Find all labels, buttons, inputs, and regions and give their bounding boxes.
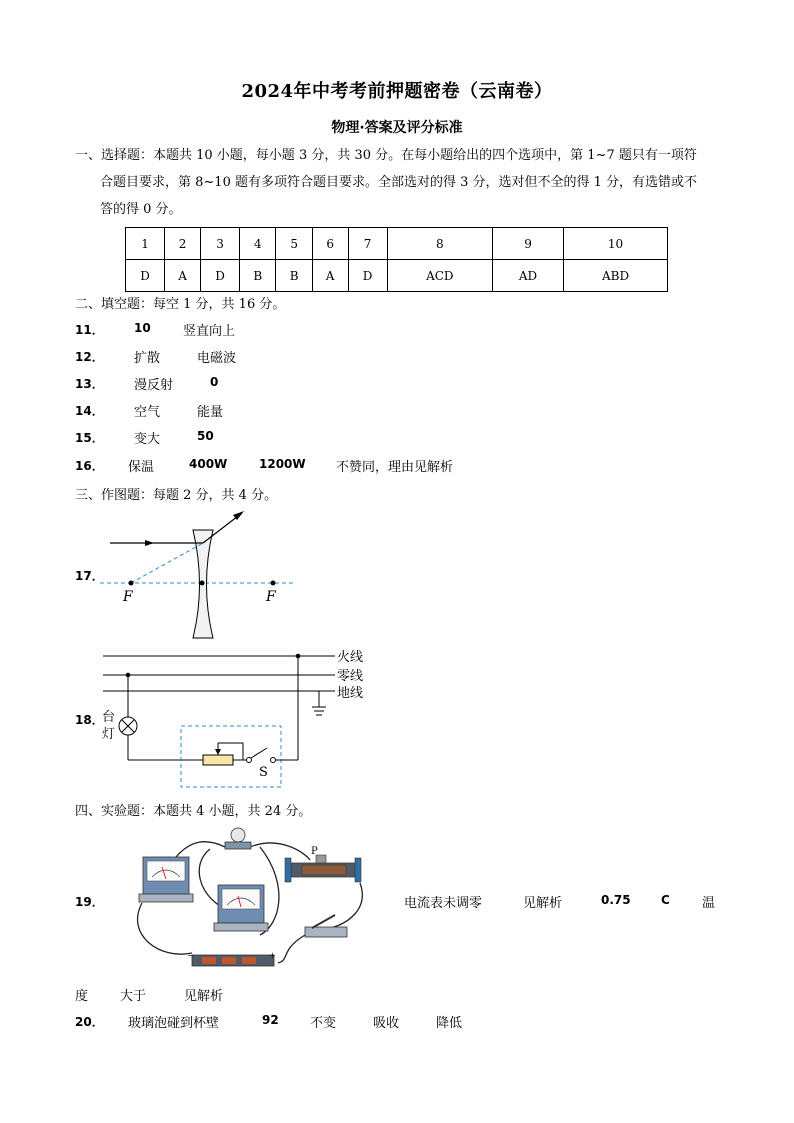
rheostat-label: P (311, 846, 318, 857)
table-cell: ACD (387, 260, 492, 292)
table-cell: 5 (276, 228, 312, 260)
q17-number: 17． (75, 569, 104, 583)
q20-answer-2: 92 (262, 1013, 279, 1027)
table-cell: 4 (240, 228, 276, 260)
q11-answer-1: 10 (134, 321, 151, 335)
table-cell: B (276, 260, 312, 292)
q19-answer-5: 温 (702, 896, 716, 911)
table-cell: AD (492, 260, 563, 292)
switch-label: S (259, 765, 268, 780)
table-cell: 10 (564, 228, 668, 260)
switch-contact (271, 758, 276, 763)
focus-point-left (129, 581, 134, 586)
neutral-wire-label: 零线 (337, 669, 364, 684)
q19-answer-6: 大于 (120, 989, 147, 1004)
wire (138, 903, 192, 954)
switch-icon (305, 927, 347, 937)
q18-number: 18． (75, 713, 104, 727)
battery-terminal-plus: + (269, 951, 276, 960)
rheostat-coil (302, 865, 346, 875)
q19-answer-3: 0.75 (601, 893, 631, 907)
rheostat-end (355, 858, 361, 882)
battery-terminal-minus: − (187, 951, 194, 960)
wire (278, 935, 305, 963)
live-wire-label: 火线 (337, 650, 364, 665)
table-cell: D (348, 260, 387, 292)
page-subtitle: 物理·答案及评分标准 (331, 120, 463, 136)
table-cell: 8 (387, 228, 492, 260)
table-cell: 9 (492, 228, 563, 260)
rheostat-end (285, 858, 291, 882)
switch-contact (247, 758, 252, 763)
battery-cell (202, 957, 216, 964)
q19-number: 19． (75, 895, 104, 909)
q19-answer-2: 见解析 (523, 896, 563, 911)
q11-answer-2: 竖直向上 (183, 324, 236, 339)
q15-number: 15． (75, 431, 104, 445)
table-cell: 1 (126, 228, 165, 260)
q20-answer-3: 不变 (310, 1016, 337, 1031)
lens-ray-diagram (90, 505, 310, 645)
q13-answer-1: 漫反射 (134, 378, 174, 393)
q16-number: 16． (75, 459, 104, 473)
switch-lever (312, 915, 335, 928)
answer-table (125, 227, 668, 292)
page-title: 2024年中考考前押题密卷（云南卷） (241, 81, 553, 102)
q15-answer-2: 50 (197, 429, 214, 443)
virtual-extension (131, 543, 203, 583)
rheostat-icon (203, 755, 233, 765)
table-cell: A (312, 260, 348, 292)
table-cell: A (165, 260, 201, 292)
section3-heading: 三、作图题：每题 2 分，共 4 分。 (75, 488, 278, 503)
q11-number: 11． (75, 323, 104, 337)
q20-number: 20． (75, 1015, 104, 1029)
q12-answer-1: 扩散 (134, 351, 161, 366)
q19-answer-5-cont: 度 (75, 989, 89, 1004)
q16-answer-3: 1200W (259, 457, 306, 471)
lamp-label-2: 灯 (102, 727, 116, 742)
switch-icon (251, 748, 267, 758)
section1-line1: 一、选择题：本题共 10 小题，每小题 3 分，共 30 分。在每小题给出的四个选项中，第 1~7 题只有一项符 (75, 148, 697, 163)
table-cell: 6 (312, 228, 348, 260)
q14-number: 14． (75, 404, 104, 418)
q12-answer-2: 电磁波 (197, 351, 237, 366)
focus-label-left: F (123, 589, 133, 605)
ground-wire-label: 地线 (337, 686, 364, 701)
q16-answer-4: 不赞同，理由见解析 (336, 460, 454, 475)
section1-line2: 合题目要求，第 8~10 题有多项符合题目要求。全部选对的得 3 分，选对但不全的得 1 分，有选错或不 (100, 175, 698, 190)
slider-arrow-icon (215, 749, 221, 755)
q16-answer-2: 400W (189, 457, 228, 471)
table-cell: B (240, 260, 276, 292)
table-cell: 3 (200, 228, 239, 260)
q16-answer-1: 保温 (128, 460, 155, 475)
bulb-icon (231, 828, 245, 842)
section1-line3: 答的得 0 分。 (100, 202, 182, 217)
q12-number: 12． (75, 350, 104, 364)
section4-heading: 四、实验题：本题共 4 小题，共 24 分。 (75, 804, 312, 819)
q13-answer-2: 0 (210, 375, 219, 389)
experiment-circuit-illustration (130, 825, 370, 975)
q14-answer-1: 空气 (134, 405, 161, 420)
battery-cell (222, 957, 236, 964)
optical-center (200, 581, 205, 586)
q15-answer-1: 变大 (134, 432, 161, 447)
q19-answer-7: 见解析 (184, 989, 224, 1004)
voltmeter-base (214, 923, 268, 931)
q19-answer-1: 电流表未调零 (404, 896, 483, 911)
table-cell: D (200, 260, 239, 292)
lamp-label-1: 台 (102, 710, 116, 725)
bulb-holder (225, 842, 251, 849)
table-cell: 7 (348, 228, 387, 260)
table-cell: 2 (165, 228, 201, 260)
section2-heading: 二、填空题：每空 1 分，共 16 分。 (75, 297, 286, 312)
arrow-icon (145, 540, 154, 546)
q19-answer-4: C (661, 893, 670, 907)
q13-number: 13． (75, 377, 104, 391)
q20-answer-1: 玻璃泡碰到杯壁 (128, 1016, 220, 1031)
table-cell: D (126, 260, 165, 292)
q14-answer-2: 能量 (197, 405, 224, 420)
table-cell: ABD (564, 260, 668, 292)
focus-label-right: F (266, 589, 276, 605)
focus-point-right (271, 581, 276, 586)
wire (330, 883, 362, 928)
q20-answer-5: 降低 (436, 1016, 463, 1031)
q20-answer-4: 吸收 (373, 1016, 400, 1031)
wire (250, 843, 310, 860)
ammeter-base (139, 894, 193, 902)
answer-table-answer-row (126, 260, 668, 292)
circuit-wiring-diagram (95, 645, 385, 795)
battery-cell (242, 957, 256, 964)
answer-table-number-row (126, 228, 668, 260)
